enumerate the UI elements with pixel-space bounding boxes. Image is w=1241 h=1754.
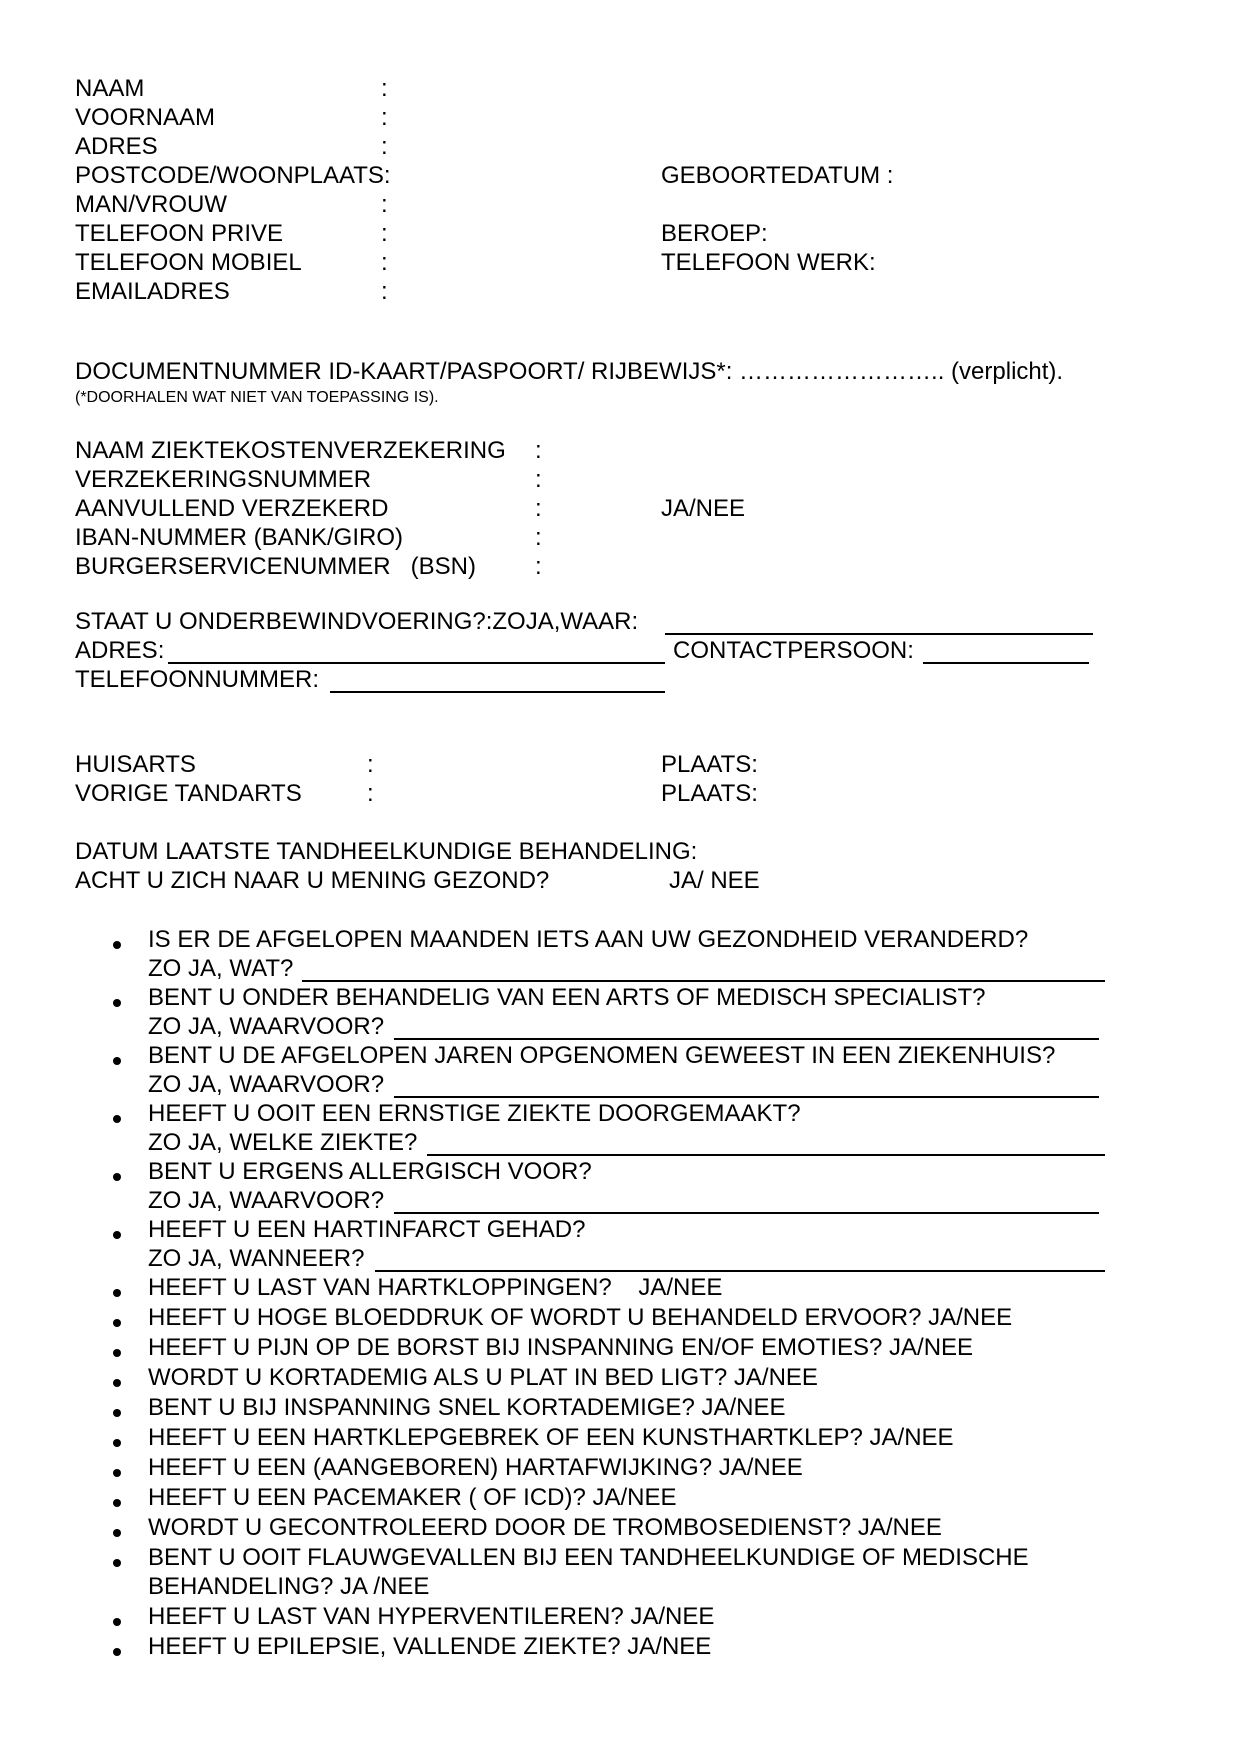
bullet [113, 1529, 121, 1537]
bullet [113, 1648, 121, 1656]
label-naam-verzekering: NAAM ZIEKTEKOSTENVERZEKERING [75, 437, 506, 464]
bullet [113, 1289, 121, 1297]
colon: : [381, 191, 388, 218]
question: HEEFT U LAST VAN HYPERVENTILEREN? JA/NEE [148, 1603, 715, 1630]
colon: : [535, 553, 542, 580]
question: HEEFT U PIJN OP DE BORST BIJ INSPANNING EN/OF EMOTIES? JA/NEE [148, 1334, 974, 1361]
question: BENT U BIJ INSPANNING SNEL KORTADEMIGE? JA/NEE [148, 1394, 786, 1421]
answer-fill-line[interactable] [394, 1038, 1099, 1040]
label-datum-behandeling: DATUM LAATSTE TANDHEELKUNDIGE BEHANDELING: [75, 838, 698, 865]
bullet [113, 1618, 121, 1626]
label-onderbewind: STAAT U ONDERBEWINDVOERING?:ZOJA,WAAR: [75, 608, 639, 635]
label-geboortedatum: GEBOORTEDATUM : [661, 162, 894, 189]
label-naam: NAAM [75, 75, 145, 102]
bullet [113, 1349, 121, 1357]
bullet [113, 1319, 121, 1327]
bullet [113, 1057, 121, 1065]
follow-up-label: BEHANDELING? JA /NEE [148, 1573, 430, 1600]
label-postcode-woonplaats: POSTCODE/WOONPLAATS: [75, 162, 391, 189]
colon: : [367, 780, 374, 807]
label-gezond: ACHT U ZICH NAAR U MENING GEZOND? [75, 867, 550, 894]
question: BENT U OOIT FLAUWGEVALLEN BIJ EEN TANDHEELKUNDIGE OF MEDISCHE [148, 1544, 1029, 1571]
follow-up-label: ZO JA, WAARVOOR? [148, 1071, 385, 1098]
bullet [113, 941, 121, 949]
colon: : [367, 751, 374, 778]
follow-up-label: ZO JA, WAT? [148, 955, 294, 982]
gezond-answer: JA/ NEE [669, 867, 760, 894]
onderbewind-fill-line[interactable] [665, 633, 1093, 635]
question: HEEFT U EEN HARTINFARCT GEHAD? [148, 1216, 586, 1243]
question: BENT U ERGENS ALLERGISCH VOOR? [148, 1158, 592, 1185]
answer-fill-line[interactable] [394, 1212, 1099, 1214]
colon: : [381, 75, 388, 102]
bullet [113, 1115, 121, 1123]
question: BENT U DE AFGELOPEN JAREN OPGENOMEN GEWEEST IN EEN ZIEKENHUIS? [148, 1042, 1056, 1069]
label-iban: IBAN-NUMMER (BANK/GIRO) [75, 524, 404, 551]
bullet [113, 999, 121, 1007]
colon: : [381, 104, 388, 131]
label-voornaam: VOORNAAM [75, 104, 216, 131]
bullet [113, 1439, 121, 1447]
label-telefoon-prive: TELEFOON PRIVE [75, 220, 284, 247]
question: BENT U ONDER BEHANDELIG VAN EEN ARTS OF MEDISCH SPECIALIST? [148, 984, 986, 1011]
bullet [113, 1409, 121, 1417]
bewind-adres-fill-line[interactable] [168, 662, 665, 664]
question: HEEFT U OOIT EEN ERNSTIGE ZIEKTE DOORGEMAAKT? [148, 1100, 801, 1127]
answer-fill-line[interactable] [394, 1096, 1099, 1098]
question: WORDT U GECONTROLEERD DOOR DE TROMBOSEDIENST? JA/NEE [148, 1514, 942, 1541]
colon: : [535, 495, 542, 522]
colon: : [381, 249, 388, 276]
label-adres: ADRES [75, 133, 158, 160]
contactpersoon-fill-line[interactable] [923, 662, 1089, 664]
document-note: (*DOORHALEN WAT NIET VAN TOEPASSING IS). [75, 389, 439, 406]
bullet [113, 1231, 121, 1239]
colon: : [535, 466, 542, 493]
question: HEEFT U EEN (AANGEBOREN) HARTAFWIJKING? JA/NEE [148, 1454, 803, 1481]
label-telefoonnummer: TELEFOONNUMMER: [75, 666, 320, 693]
bullet [113, 1469, 121, 1477]
question: HEEFT U HOGE BLOEDDRUK OF WORDT U BEHANDELD ERVOOR? JA/NEE [148, 1304, 1013, 1331]
question: IS ER DE AFGELOPEN MAANDEN IETS AAN UW GEZONDHEID VERANDERD? [148, 926, 1029, 953]
label-contactpersoon: CONTACTPERSOON: [673, 637, 914, 664]
label-man-vrouw: MAN/VROUW [75, 191, 227, 218]
telefoonnummer-fill-line[interactable] [330, 691, 665, 693]
colon: : [535, 437, 542, 464]
answer-fill-line[interactable] [427, 1154, 1105, 1156]
follow-up-label: ZO JA, WAARVOOR? [148, 1013, 385, 1040]
answer-fill-line[interactable] [302, 980, 1105, 982]
colon: : [381, 133, 388, 160]
question: HEEFT U LAST VAN HARTKLOPPINGEN? JA/NEE [148, 1274, 723, 1301]
follow-up-label: ZO JA, WANNEER? [148, 1245, 365, 1272]
label-plaats: PLAATS: [661, 780, 758, 807]
bullet [113, 1379, 121, 1387]
label-plaats: PLAATS: [661, 751, 758, 778]
label-telefoon-werk: TELEFOON WERK: [661, 249, 876, 276]
question: HEEFT U EEN PACEMAKER ( OF ICD)? JA/NEE [148, 1484, 677, 1511]
label-bsn: BURGERSERVICENUMMER (BSN) [75, 553, 476, 580]
label-telefoon-mobiel: TELEFOON MOBIEL [75, 249, 302, 276]
bullet [113, 1499, 121, 1507]
follow-up-label: ZO JA, WAARVOOR? [148, 1187, 385, 1214]
question: HEEFT U EPILEPSIE, VALLENDE ZIEKTE? JA/NEE [148, 1633, 712, 1660]
label-emailadres: EMAILADRES [75, 278, 230, 305]
label-verzekeringsnummer: VERZEKERINGSNUMMER [75, 466, 372, 493]
question: WORDT U KORTADEMIG ALS U PLAT IN BED LIGT? JA/NEE [148, 1364, 818, 1391]
label-bewind-adres: ADRES: [75, 637, 165, 664]
colon: : [381, 278, 388, 305]
label-aanvullend-verzekerd: AANVULLEND VERZEKERD [75, 495, 389, 522]
document-number-line: DOCUMENTNUMMER ID-KAART/PASPOORT/ RIJBEWIJS*: …………………….. (verplicht). [75, 358, 1064, 385]
bullet [113, 1559, 121, 1567]
label-vorige-tandarts: VORIGE TANDARTS [75, 780, 302, 807]
answer-fill-line[interactable] [375, 1270, 1105, 1272]
label-beroep: BEROEP: [661, 220, 768, 247]
question: HEEFT U EEN HARTKLEPGEBREK OF EEN KUNSTHARTKLEP? JA/NEE [148, 1424, 954, 1451]
colon: : [535, 524, 542, 551]
label-huisarts: HUISARTS [75, 751, 196, 778]
follow-up-label: ZO JA, WELKE ZIEKTE? [148, 1129, 418, 1156]
bullet [113, 1173, 121, 1181]
ja-nee-option: JA/NEE [661, 495, 746, 522]
colon: : [381, 220, 388, 247]
